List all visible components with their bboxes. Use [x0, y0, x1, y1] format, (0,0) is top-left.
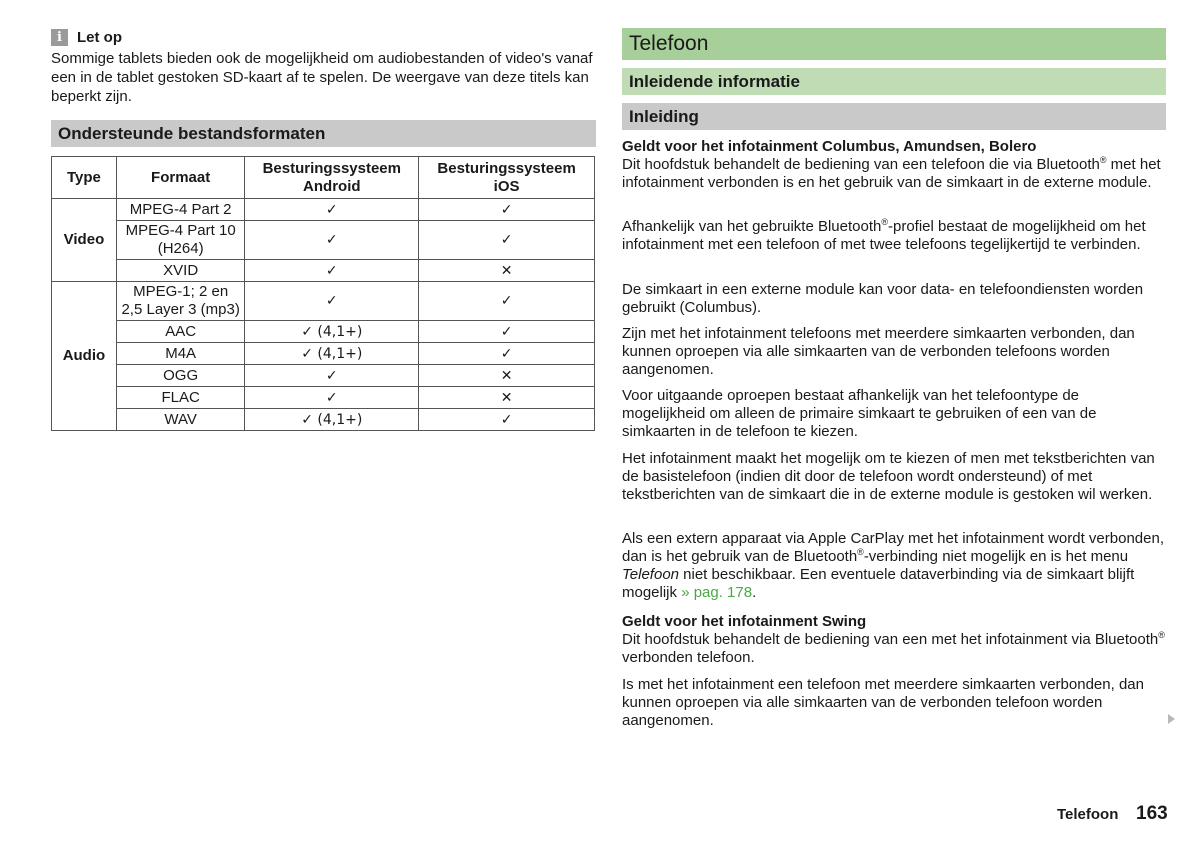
table-row [52, 282, 595, 321]
format-cell: XVID [116, 260, 245, 282]
android-cell: ✓ (4,1+) [245, 321, 419, 343]
header-type: Type [52, 157, 117, 199]
page-link[interactable]: » pag. 178 [681, 584, 753, 601]
paragraph-columbus [622, 138, 1166, 192]
chapter-title: Telefoon [622, 28, 1166, 60]
table-header-row [52, 157, 595, 199]
footer-chapter: Telefoon [1057, 806, 1119, 823]
format-cell: OGG [116, 365, 245, 387]
text-span: met het infotainment verbonden is en het gebruik van de simkaart in de externe module. [622, 156, 1161, 191]
paragraph: Het infotainment maakt het mogelijk om te kiezen of men met tekstberichten van de basistelefoon (indien dit door de telefoon wordt ondersteund) of met tekstberichten van de simkaart die in de externe module is gestoken wil werken. [622, 450, 1155, 503]
paragraph [622, 218, 1166, 254]
formats-section-title: Ondersteunde bestandsformaten [51, 120, 596, 147]
group-video: Video [52, 199, 117, 282]
android-cell: ✓ (4,1+) [245, 409, 419, 431]
text-span: -verbinding niet mogelijk en is het menu [863, 548, 1129, 565]
table-row [52, 199, 595, 221]
android-cell: ✓ [245, 221, 419, 260]
format-cell: M4A [116, 343, 245, 365]
registered-mark: ® [1158, 630, 1165, 640]
table-row [52, 321, 595, 343]
section-title: Inleidende informatie [622, 68, 1166, 95]
ios-cell: ✕ [419, 365, 595, 387]
note-heading [51, 28, 122, 47]
paragraph: Zijn met het infotainment telefoons met meerdere simkaarten verbonden, dan kunnen oproepen via alle simkaarten van de verbonden telefoons worden aangenomen. [622, 325, 1135, 378]
format-cell: MPEG-4 Part 10 (H264) [116, 221, 245, 260]
table-row [52, 221, 595, 260]
header-ios: Besturingssysteem iOS [419, 157, 595, 199]
android-cell: ✓ [245, 260, 419, 282]
menu-name: Telefoon [622, 566, 679, 583]
ios-cell: ✓ [419, 409, 595, 431]
text-span: Dit hoofdstuk behandelt de bediening van een telefoon die via Bluetooth [622, 156, 1100, 173]
note-text: Sommige tablets bieden ook de mogelijkheid om audiobestanden of video's vanaf een in de tablet gestoken SD-kaart af te spelen. De weergave van deze titels kan beperkt zijn. [51, 50, 593, 105]
ios-cell: ✕ [419, 387, 595, 409]
registered-mark: ® [881, 217, 888, 227]
table-row [52, 387, 595, 409]
format-cell: MPEG-1; 2 en 2,5 Layer 3 (mp3) [116, 282, 245, 321]
page-number: 163 [1136, 803, 1168, 824]
header-format: Formaat [116, 157, 245, 199]
paragraph-carplay [622, 530, 1166, 602]
formats-table [51, 156, 595, 431]
paragraph: Is met het infotainment een telefoon met meerdere simkaarten verbonden, dan kunnen oproepen via alle simkaarten van de verbonden telefoon worden aangenomen. [622, 676, 1144, 729]
paragraph: Voor uitgaande oproepen bestaat afhankelijk van het telefoontype de mogelijkheid om alleen de primaire simkaart te gebruiken of een van de simkaarten in de telefoon te kiezen. [622, 387, 1097, 440]
subsection-title: Inleiding [622, 103, 1166, 130]
format-cell: FLAC [116, 387, 245, 409]
ios-cell: ✓ [419, 321, 595, 343]
ios-cell: ✓ [419, 199, 595, 221]
android-cell: ✓ [245, 199, 419, 221]
format-cell: WAV [116, 409, 245, 431]
group-audio: Audio [52, 282, 117, 431]
text-span: . [752, 584, 757, 601]
text-span: -profiel bestaat de mogelijkheid om het infotainment met een telefoon of met twee telefoons tegelijkertijd te verbinden. [622, 218, 1146, 253]
registered-mark: ® [1099, 155, 1107, 165]
note-title: Let op [77, 29, 122, 46]
table-row [52, 365, 595, 387]
table-row [52, 260, 595, 282]
table-row [52, 409, 595, 431]
applies-to-heading: Geldt voor het infotainment Swing [622, 613, 867, 630]
android-cell: ✓ [245, 387, 419, 409]
applies-to-heading: Geldt voor het infotainment Columbus, Amundsen, Bolero [622, 138, 1037, 155]
registered-mark: ® [857, 547, 864, 557]
text-span: Afhankelijk van het gebruikte Bluetooth [622, 218, 882, 235]
android-cell: ✓ [245, 365, 419, 387]
text-span: verbonden telefoon. [622, 649, 755, 666]
continue-arrow-icon [1168, 714, 1175, 724]
text-span: Dit hoofdstuk behandelt de bediening van een met het infotainment via Bluetooth [622, 631, 1159, 648]
paragraph: De simkaart in een externe module kan voor data- en telefoondiensten worden gebruikt (Columbus). [622, 281, 1144, 316]
android-cell: ✓ [245, 282, 419, 321]
paragraph-swing [622, 613, 1166, 667]
ios-cell: ✓ [419, 282, 595, 321]
header-android: Besturingssysteem Android [245, 157, 419, 199]
android-cell: ✓ (4,1+) [245, 343, 419, 365]
format-cell: AAC [116, 321, 245, 343]
ios-cell: ✓ [419, 221, 595, 260]
info-icon: i [51, 29, 68, 46]
text-span: niet beschikbaar. Een eventuele dataverbinding via de simkaart blijft mogelijk [622, 566, 1135, 601]
format-cell: MPEG-4 Part 2 [116, 199, 245, 221]
text-span: Als een extern apparaat via Apple CarPlay met het infotainment wordt verbonden, dan is het gebruik van de Bluetooth [622, 530, 1164, 565]
table-row [52, 343, 595, 365]
ios-cell: ✓ [419, 343, 595, 365]
ios-cell: ✕ [419, 260, 595, 282]
